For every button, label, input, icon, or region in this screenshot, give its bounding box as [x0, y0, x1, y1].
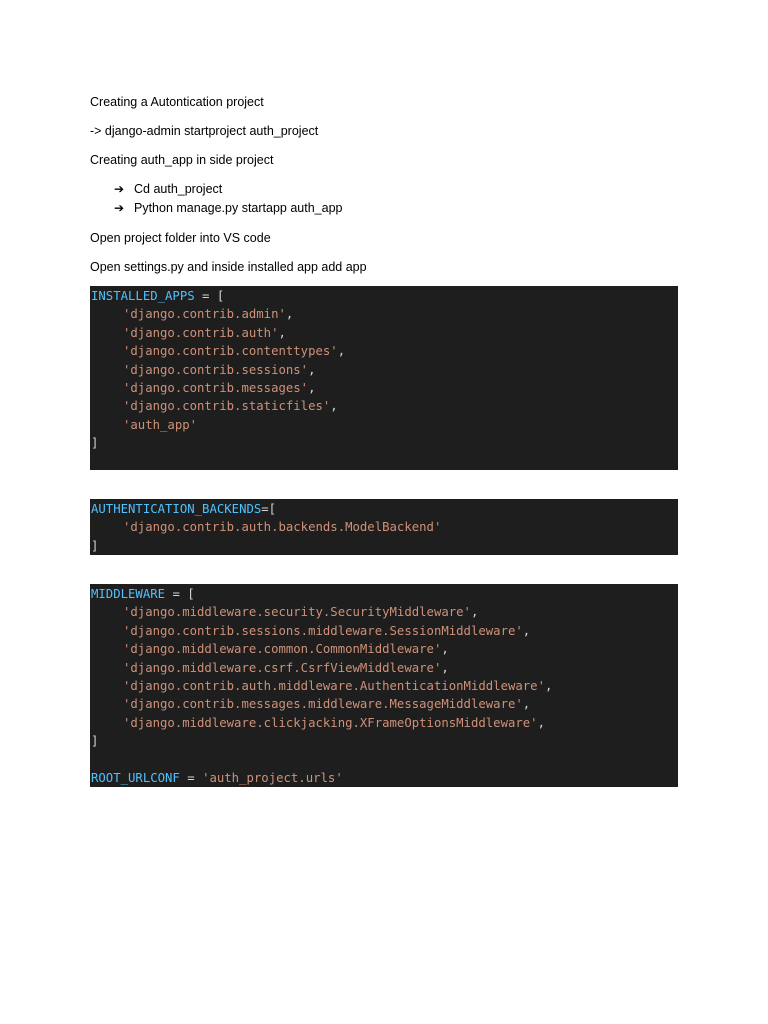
bullet-text: Python manage.py startapp auth_app [134, 201, 343, 215]
code-string: 'django.contrib.messages.middleware.MessageMiddleware' [123, 697, 523, 712]
code-line [90, 714, 678, 732]
code-string: 'django.contrib.sessions.middleware.SessionMiddleware' [123, 623, 523, 638]
code-punctuation: , [285, 307, 294, 322]
code-line [90, 769, 678, 787]
code-line [90, 342, 678, 360]
code-punctuation: , [278, 325, 286, 340]
code-line [90, 500, 678, 518]
code-variable: AUTHENTICATION_BACKENDS [91, 502, 262, 516]
code-block-auth-backends [90, 499, 678, 555]
code-string: 'django.contrib.admin' [123, 307, 286, 322]
code-string: 'django.contrib.auth' [123, 325, 279, 340]
heading-paragraph: Creating a Autontication project [90, 95, 264, 109]
code-blank-line [90, 751, 678, 769]
code-line [90, 416, 678, 434]
code-line [90, 379, 678, 397]
code-line [90, 324, 678, 342]
paragraph-open-settings: Open settings.py and inside installed app add app [90, 260, 367, 274]
code-string: 'django.contrib.auth.backends.ModelBackend' [123, 520, 442, 535]
bullet-text: Cd auth_project [134, 182, 223, 196]
code-punctuation: , [337, 344, 346, 359]
code-string: 'django.middleware.csrf.CsrfViewMiddleware' [123, 660, 442, 675]
code-line [90, 603, 678, 621]
code-line [90, 659, 678, 677]
code-string: 'django.contrib.auth.middleware.AuthenticationMiddleware' [123, 678, 545, 693]
code-punctuation: , [330, 399, 338, 414]
paragraph-open-folder: Open project folder into VS code [90, 231, 271, 245]
bullet-item [114, 181, 222, 197]
code-string: 'django.middleware.common.CommonMiddleware' [123, 642, 442, 657]
code-line [90, 640, 678, 658]
code-string: 'django.contrib.contenttypes' [123, 344, 338, 359]
code-line [90, 585, 678, 603]
code-punctuation: , [545, 678, 553, 693]
code-punctuation: = [ [194, 289, 225, 303]
code-string: 'auth_app' [123, 417, 198, 432]
code-punctuation: , [308, 362, 316, 377]
code-punctuation: , [522, 623, 531, 638]
code-line [90, 677, 678, 695]
code-string: 'auth_project.urls' [202, 770, 343, 785]
command-paragraph: -> django-admin startproject auth_project [90, 124, 319, 138]
code-string: 'django.middleware.security.SecurityMiddleware' [123, 605, 471, 620]
code-line [90, 537, 678, 555]
code-line [90, 622, 678, 640]
code-punctuation: , [308, 380, 316, 395]
code-line [90, 695, 678, 713]
code-line [90, 518, 678, 536]
arrow-bullet-icon: ➔ [114, 201, 125, 215]
code-string: 'django.contrib.staticfiles' [123, 399, 331, 414]
code-line [90, 361, 678, 379]
code-block-installed-apps [90, 286, 678, 470]
code-punctuation: , [522, 697, 531, 712]
code-variable: INSTALLED_APPS [91, 289, 195, 303]
code-string: 'django.middleware.clickjacking.XFrameOptionsMiddleware' [123, 715, 538, 730]
code-line [90, 732, 678, 750]
code-punctuation: ] [91, 734, 99, 749]
code-variable: MIDDLEWARE [91, 587, 166, 601]
code-line [90, 287, 678, 305]
code-punctuation: = [ [165, 587, 195, 601]
code-punctuation: ] [91, 538, 99, 553]
code-string: 'django.contrib.messages' [123, 380, 309, 395]
code-punctuation: , [470, 605, 479, 620]
code-punctuation: , [441, 660, 449, 675]
code-punctuation: , [537, 715, 545, 730]
code-line [90, 305, 678, 323]
code-punctuation: ] [91, 436, 99, 451]
code-block-middleware [90, 584, 678, 787]
code-line [90, 397, 678, 415]
paragraph-create-app: Creating auth_app in side project [90, 153, 274, 167]
code-punctuation: =[ [261, 502, 277, 516]
code-string: 'django.contrib.sessions' [123, 362, 309, 377]
code-line [90, 434, 678, 452]
bullet-item [114, 200, 342, 216]
arrow-bullet-icon: ➔ [114, 182, 125, 196]
code-punctuation: = [179, 770, 203, 785]
code-variable: ROOT_URLCONF [91, 770, 180, 785]
code-punctuation: , [441, 642, 449, 657]
